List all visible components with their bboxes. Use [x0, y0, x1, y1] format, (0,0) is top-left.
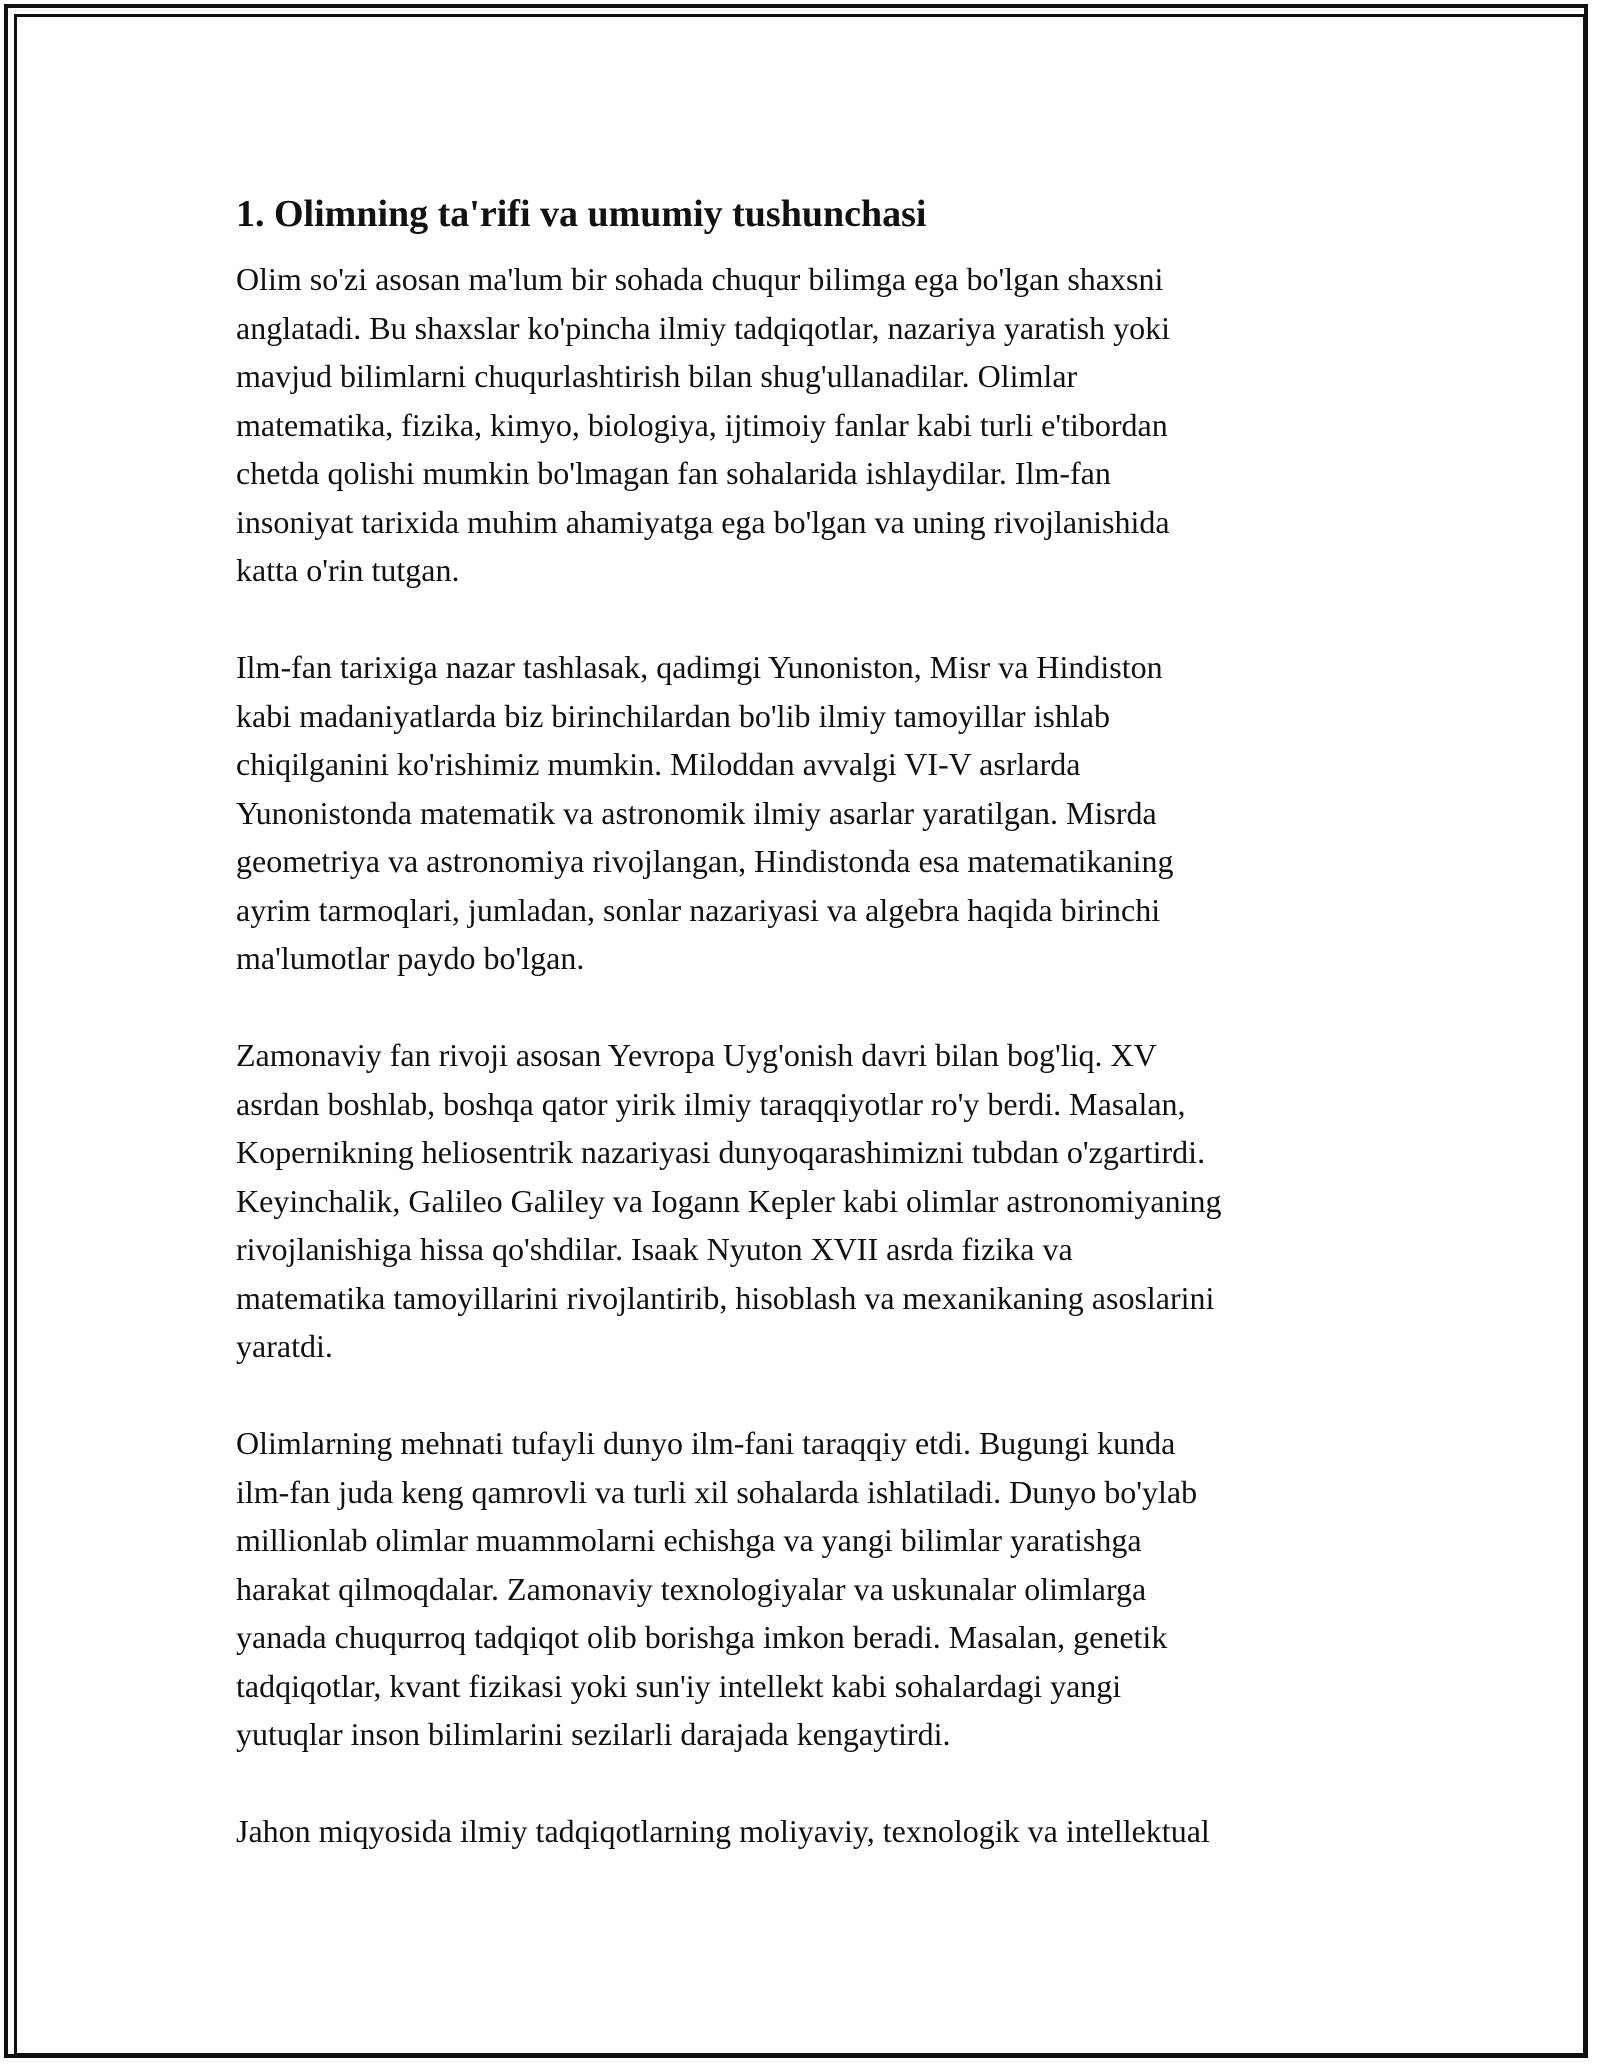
- document-body: [236, 183, 1376, 1856]
- section-heading: 1. Olimning ta'rifi va umumiy tushunchasi: [236, 193, 927, 235]
- paragraph-3: Zamonaviy fan rivoji asosan Yevropa Uyg'onish davri bilan bog'liq. XV asrdan boshlab, boshqa qator yirik ilmiy taraqqiyotlar ro'y berdi. Masalan, Kopernikning heliosentrik nazariyasi dunyoqarashimizni tubdan o'zgartirdi. Keyinchalik, Galileo Galiley va Iogann Kepler kabi olimlar astronomiyaning rivojlanishiga hissa qo'shdilar. Isaak Nyuton XVII asrda fizika va matematika tamoyillarini rivojlantirib, hisoblash va mexanikaning asoslarini yaratdi.: [236, 1037, 1222, 1364]
- paragraph-1: Olim so'zi asosan ma'lum bir sohada chuqur bilimga ega bo'lgan shaxsni anglatadi. Bu shaxslar ko'pincha ilmiy tadqiqotlar, nazariya yaratish yoki mavjud bilimlarni chuqurlashtirish bilan shug'ullanadilar. Olimlar matematika, fizika, kimyo, biologiya, ijtimoiy fanlar kabi turli e'tibordan chetda qolishi mumkin bo'lmagan fan sohalarida ishlaydilar. Ilm-fan insoniyat tarixida muhim ahamiyatga ega bo'lgan va uning rivojlanishida katta o'rin tutgan.: [236, 261, 1170, 588]
- paragraph-2: Ilm-fan tarixiga nazar tashlasak, qadimgi Yunoniston, Misr va Hindiston kabi madaniyatlarda biz birinchilardan bo'lib ilmiy tamoyillar ishlab chiqilganini ko'rishimiz mumkin. Miloddan avvalgi VI-V asrlarda Yunonistonda matematik va astronomik ilmiy asarlar yaratilgan. Misrda geometriya va astronomiya rivojlangan, Hindistonda esa matematikaning ayrim tarmoqlari, jumladan, sonlar nazariyasi va algebra haqida birinchi ma'lumotlar paydo bo'lgan.: [236, 649, 1174, 976]
- paragraph-4: Olimlarning mehnati tufayli dunyo ilm-fani taraqqiy etdi. Bugungi kunda ilm-fan juda keng qamrovli va turli xil sohalarda ishlatiladi. Dunyo bo'ylab millionlab olimlar muammolarni echishga va yangi bilimlar yaratishga harakat qilmoqdalar. Zamonaviy texnologiyalar va uskunalar olimlarga yanada chuqurroq tadqiqot olib borishga imkon beradi. Masalan, genetik tadqiqotlar, kvant fizikasi yoki sun'iy intellekt kabi sohalardagi yangi yutuqlar inson bilimlarini sezilarli darajada kengaytirdi.: [236, 1425, 1198, 1752]
- paragraph-5: Jahon miqyosida ilmiy tadqiqotlarning moliyaviy, texnologik va intellektual: [236, 1813, 1210, 1849]
